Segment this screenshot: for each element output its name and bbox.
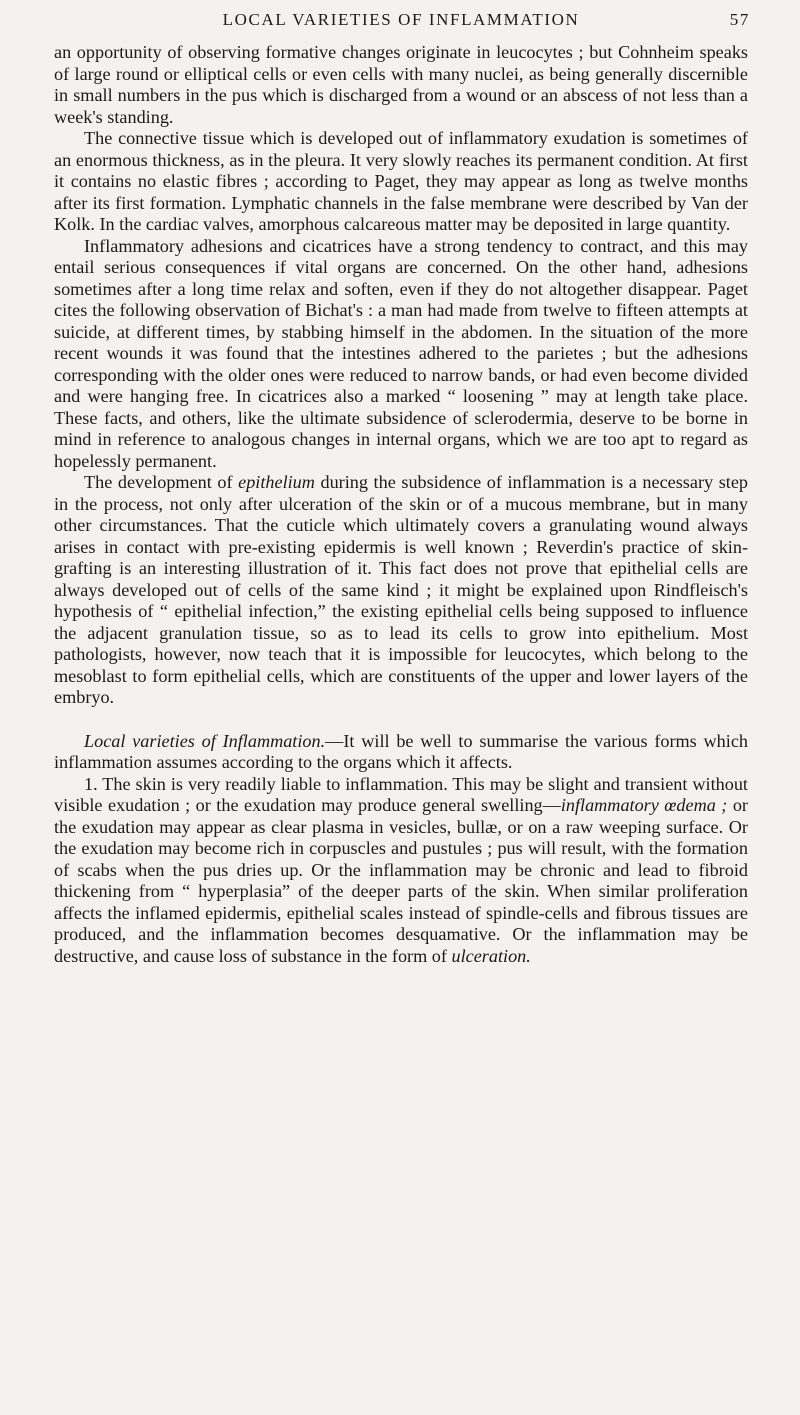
paragraph-local-varieties (54, 731, 748, 774)
running-title: LOCAL VARIETIES OF INFLAMMATION (222, 10, 580, 29)
paragraph-adhesions: Inflammatory adhesions and cicatrices have a strong tendency to contract, and this may entail serious consequences if vital organs are concerned. On the other hand, adhesions sometimes after a long time relax and soften, even if they do not altogether disappear. Paget cites the following observation of Bichat's : a man had made from twelve to fifteen attempts at suicide, at different times, by stabbing himself in the abdomen. In the situation of the more recent wounds it was found that the intestines adhered to the parietes ; but the adhesions corresponding with the older ones were reduced to narrow bands, or had even become divided and were hanging free. In cicatrices also a marked “ loosening ” may at length take place. These facts, and others, like the ultimate subsidence of sclerodermia, deserve to be borne in mind in reference to analogous changes in internal organs, which we are too apt to regard as hopelessly permanent. (54, 235, 748, 471)
skin-text-1: 1. The skin is very readily liable to inflammation. This may be slight and transient without visible exudation ; or the exudation may produce general swelling— (54, 773, 748, 815)
paragraph-continuation: an opportunity of observing formative changes originate in leucocytes ; but Cohnheim speaks of large round or elliptical cells or even cells with many nuclei, as being generally discernible in small numbers in the pus which is discharged from a wound or an abscess of not less than a week's standing. (54, 42, 748, 127)
running-header (52, 10, 750, 34)
paragraph-connective-tissue: The connective tissue which is developed out of inflammatory exudation is sometimes of an enormous thickness, as in the pleura. It very slowly reaches its permanent condition. At first it contains no elastic fibres ; according to Paget, they may appear as long as twelve months after its first formation. Lymphatic channels in the false membrane were described by Van der Kolk. In the cardiac valves, amorphous calcareous matter may be deposited in large quantity. (54, 128, 748, 234)
page-number: 57 (729, 10, 750, 29)
skin-term-ulceration: ulceration. (451, 945, 531, 966)
epithelium-term: epithelium (238, 472, 315, 492)
body-text (54, 42, 748, 967)
paragraph-skin (54, 774, 748, 968)
skin-text-2: or the exudation may appear as clear plasma in vesicles, bullæ, or on a raw weeping surface. Or the exudation may become rich in corpuscles and pustules ; pus will result, with the formation of scabs when the pus dries up. Or the inflammation may be chronic and lead to fibroid thickening from “ hyperplasia” of the deeper parts of the skin. When similar proliferation affects the inflamed epidermis, epithelial scales instead of spindle-cells and fibrous tissues are produced, and the inflammation becomes desquamative. Or the inflammation may be destructive, and cause loss of substance in the form of (54, 795, 748, 966)
epithelium-text-2: during the subsidence of inflammation is a necessary step in the process, not only after ulceration of the skin or of a mucous membrane, but in many other circumstances. That the cuticle which ultimately covers a granulating wound always arises in contact with pre-existing epidermis is well known ; Reverdin's practice of skin-grafting is an interesting illustration of it. This fact does not prove that epithelial cells are always developed out of cells of the same kind ; it might be explained upon Rindfleisch's hypothesis of “ epithelial infection,” the existing epithelial cells being supposed to influence the adjacent granulation tissue, so as to lead its cells to grow into epithelium. Most pathologists, however, now teach that it is impossible for leucocytes, which belong to the mesoblast to form epithelial cells, which are constituents of the upper and lower layers of the embryo. (54, 472, 748, 707)
paragraph-epithelium (54, 472, 748, 709)
skin-term-oedema: inflammatory œdema ; (560, 795, 728, 815)
epithelium-text-1: The development of (84, 472, 239, 492)
section-intro: —It will be well to summarise the various forms which inflammation assumes according to the organs which it affects. (54, 730, 748, 772)
section-heading: Local varieties of Inflammation. (84, 730, 326, 751)
